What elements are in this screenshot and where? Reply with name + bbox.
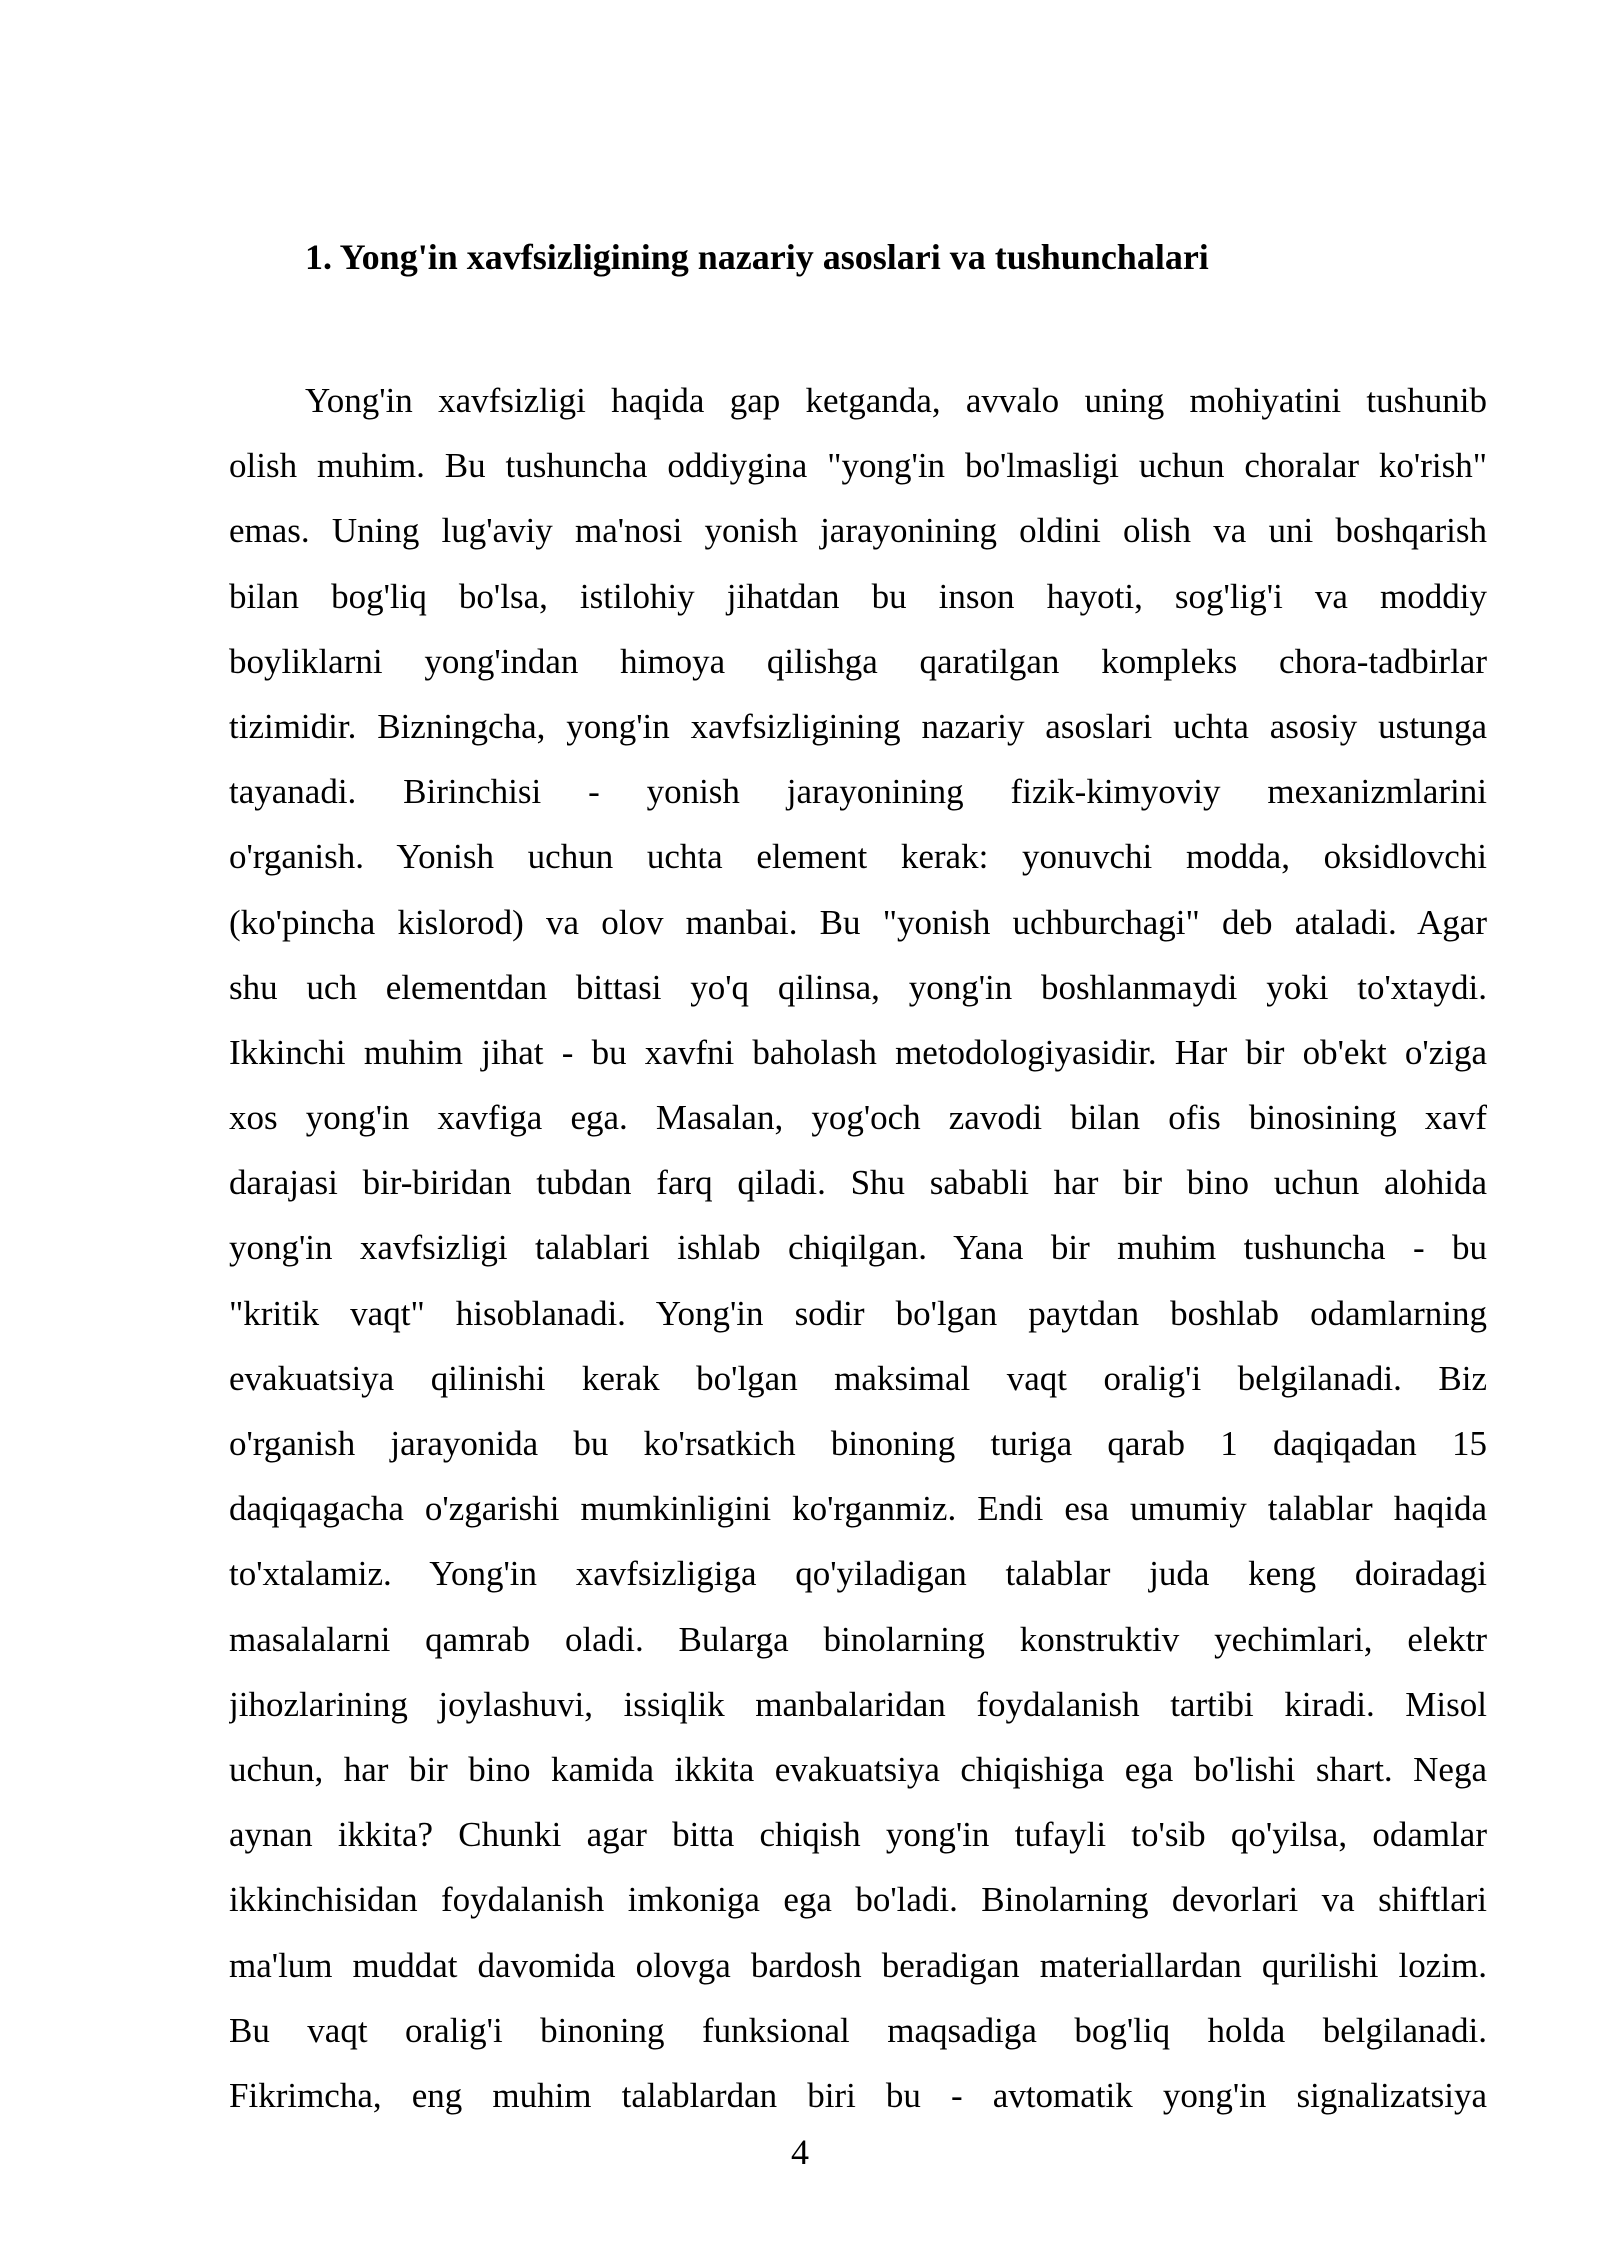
section-heading: 1. Yong'in xavfsizligining nazariy asoslari va tushunchalari (305, 237, 1209, 277)
paragraph-line: evakuatsiya qilinishi kerak bo'lgan maksimal vaqt oralig'i belgilanadi. Biz (229, 1358, 1487, 1398)
paragraph-line: to'xtalamiz. Yong'in xavfsizligiga qo'yiladigan talablar juda keng doiradagi (229, 1554, 1487, 1594)
paragraph-line: o'rganish jarayonida bu ko'rsatkich binoning turiga qarab 1 daqiqadan 15 (229, 1424, 1487, 1463)
paragraph-line: jihozlarining joylashuvi, issiqlik manbalaridan foydalanish tartibi kiradi. Misol (229, 1684, 1487, 1724)
paragraph-line: o'rganish. Yonish uchun uchta element kerak: yonuvchi modda, oksidlovchi (229, 837, 1487, 877)
paragraph-line: Fikrimcha, eng muhim talablardan biri bu - avtomatik yong'in signalizatsiya (229, 2075, 1487, 2115)
paragraph-line: Bu vaqt oralig'i binoning funksional maqsadiga bog'liq holda belgilanadi. (229, 2010, 1487, 2050)
paragraph-line: boyliklarni yong'indan himoya qilishga qaratilgan kompleks chora-tadbirlar (229, 641, 1487, 681)
paragraph-line: uchun, har bir bino kamida ikkita evakuatsiya chiqishiga ega bo'lishi shart. Nega (229, 1749, 1487, 1789)
paragraph-line: (ko'pincha kislorod) va olov manbai. Bu "yonish uchburchagi" deb ataladi. Agar (229, 902, 1487, 942)
paragraph-line: ma'lum muddat davomida olovga bardosh beradigan materiallardan qurilishi lozim. (229, 1945, 1487, 1985)
paragraph-line: masalalarni qamrab oladi. Bularga binolarning konstruktiv yechimlari, elektr (229, 1619, 1487, 1659)
paragraph-line: ikkinchisidan foydalanish imkoniga ega bo'ladi. Binolarning devorlari va shiftlari (229, 1880, 1487, 1920)
paragraph-line: shu uch elementdan bittasi yo'q qilinsa, yong'in boshlanmaydi yoki to'xtaydi. (229, 967, 1487, 1007)
paragraph-line: Ikkinchi muhim jihat - bu xavfni baholash metodologiyasidir. Har bir ob'ekt o'ziga (229, 1032, 1487, 1072)
paragraph-line: tizimidir. Bizningcha, yong'in xavfsizligining nazariy asoslari uchta asosiy ustunga (229, 706, 1487, 746)
paragraph-line: olish muhim. Bu tushuncha oddiygina "yong'in bo'lmasligi uchun choralar ko'rish" (229, 446, 1487, 486)
paragraph-line: "kritik vaqt" hisoblanadi. Yong'in sodir bo'lgan paytdan boshlab odamlarning (229, 1293, 1487, 1333)
paragraph-line: bilan bog'liq bo'lsa, istilohiy jihatdan bu inson hayoti, sog'lig'i va moddiy (229, 576, 1487, 616)
paragraph-line: aynan ikkita? Chunki agar bitta chiqish yong'in tufayli to'sib qo'yilsa, odamlar (229, 1815, 1487, 1855)
paragraph-line: xos yong'in xavfiga ega. Masalan, yog'och zavodi bilan ofis binosining xavf (229, 1098, 1487, 1138)
paragraph-line: yong'in xavfsizligi talablari ishlab chiqilgan. Yana bir muhim tushuncha - bu (229, 1228, 1487, 1268)
paragraph-line: emas. Uning lug'aviy ma'nosi yonish jarayonining oldini olish va uni boshqarish (229, 511, 1487, 551)
page-number: 4 (791, 2132, 809, 2172)
paragraph-line: daqiqagacha o'zgarishi mumkinligini ko'rganmiz. Endi esa umumiy talablar haqida (229, 1489, 1487, 1529)
body-paragraph (229, 368, 1487, 2128)
paragraph-line: darajasi bir-biridan tubdan farq qiladi. Shu sababli har bir bino uchun alohida (229, 1163, 1487, 1203)
paragraph-line: tayanadi. Birinchisi - yonish jarayonining fizik-kimyoviy mexanizmlarini (229, 772, 1487, 812)
paragraph-line: Yong'in xavfsizligi haqida gap ketganda, avvalo uning mohiyatini tushunib (305, 381, 1487, 420)
